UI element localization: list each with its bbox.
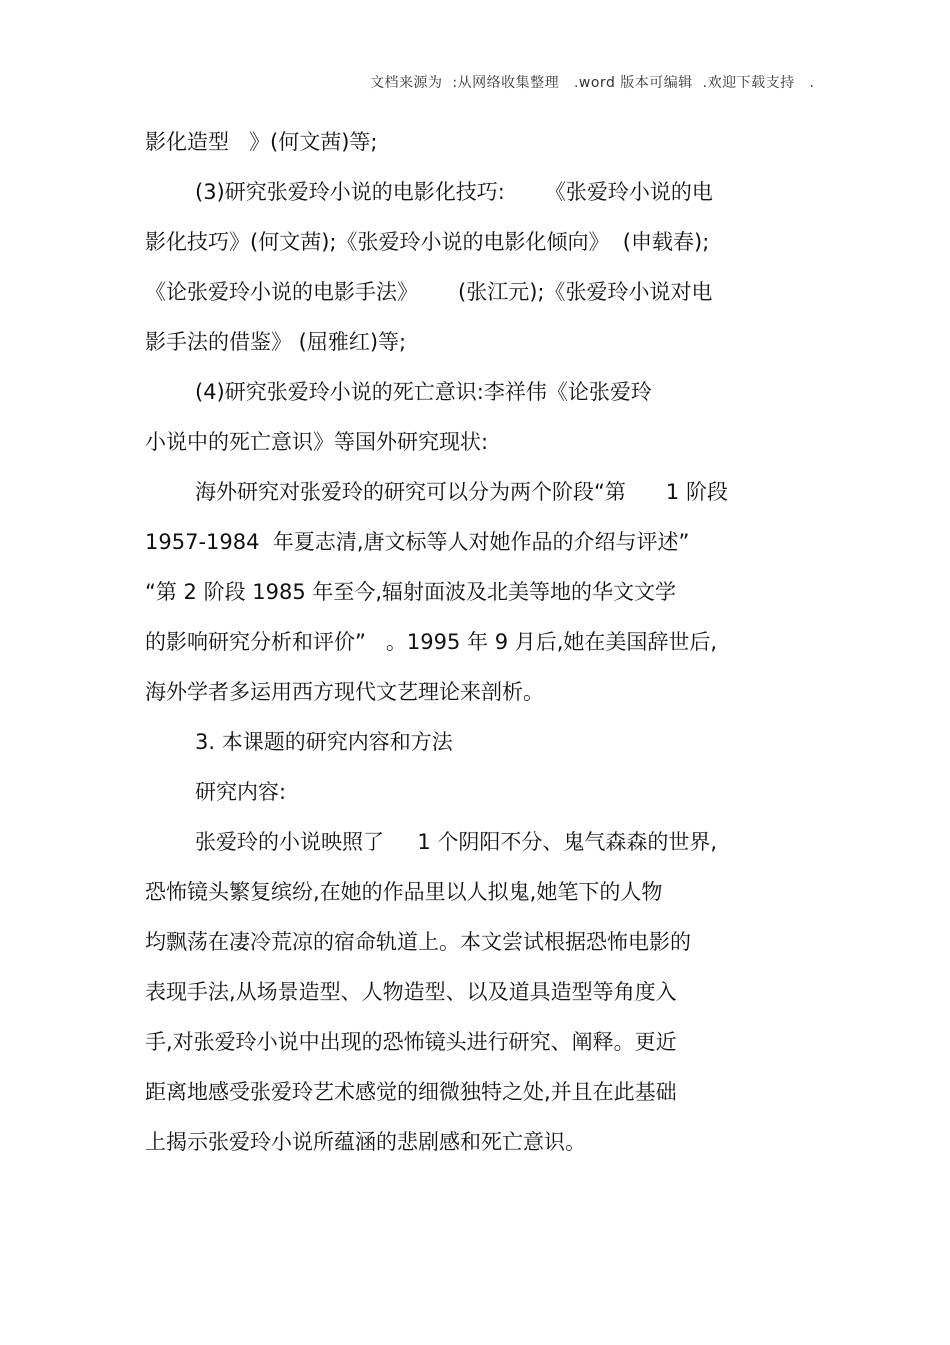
body-line-6: (4)研究张爱玲小说的死亡意识:李祥伟《论张爱玲 [195,380,652,404]
body-line-15: 张爱玲的小说映照了 1 个阴阳不分、鬼气森森的世界, [195,830,718,854]
body-line-16: 恐怖镜头繁复缤纷,在她的作品里以人拟鬼,她笔下的人物 [145,880,663,904]
body-line-10: “第 2 阶段 1985 年至今,辐射面波及北美等地的华文文学 [145,580,677,604]
subsection-heading: 研究内容: [195,780,287,804]
body-line-19: 手,对张爱玲小说中出现的恐怖镜头进行研究、阐释。更近 [145,1030,677,1054]
body-line-12: 海外学者多运用西方现代文艺理论来剖析。 [145,680,544,704]
body-line-17: 均飘荡在凄冷荒凉的宿命轨道上。本文尝试根据恐怖电影的 [145,930,691,954]
body-line-21: 上揭示张爱玲小说所蕴涵的悲剧感和死亡意识。 [145,1130,586,1154]
page-header: 文档来源为 :从网络收集整理 .word 版本可编辑 .欢迎下载支持 . [370,75,815,91]
body-line-4: 《论张爱玲小说的电影手法》 (张江元);《张爱玲小说对电 [145,280,713,304]
body-line-1: 影化造型 》(何文茜)等; [145,130,378,154]
body-line-11: 的影响研究分析和评价” 。1995 年 9 月后,她在美国辞世后, [145,630,718,654]
body-line-2: (3)研究张爱玲小说的电影化技巧: 《张爱玲小说的电 [195,180,713,204]
body-line-8: 海外研究对张爱玲的研究可以分为两个阶段“第 1 阶段 [195,480,728,504]
body-line-7: 小说中的死亡意识》等国外研究现状: [145,430,489,454]
body-line-9: 1957-1984 年夏志清,唐文标等人对她作品的介绍与评述” [145,530,690,554]
body-line-20: 距离地感受张爱玲艺术感觉的细微独特之处,并且在此基础 [145,1080,677,1104]
body-line-3: 影化技巧》(何文茜);《张爱玲小说的电影化倾向》 (申载春); [145,230,710,254]
body-line-18: 表现手法,从场景造型、人物造型、以及道具造型等角度入 [145,980,677,1004]
body-line-5: 影手法的借鉴》 (屈雅红)等; [145,330,407,354]
section-heading: 3. 本课题的研究内容和方法 [195,730,453,754]
